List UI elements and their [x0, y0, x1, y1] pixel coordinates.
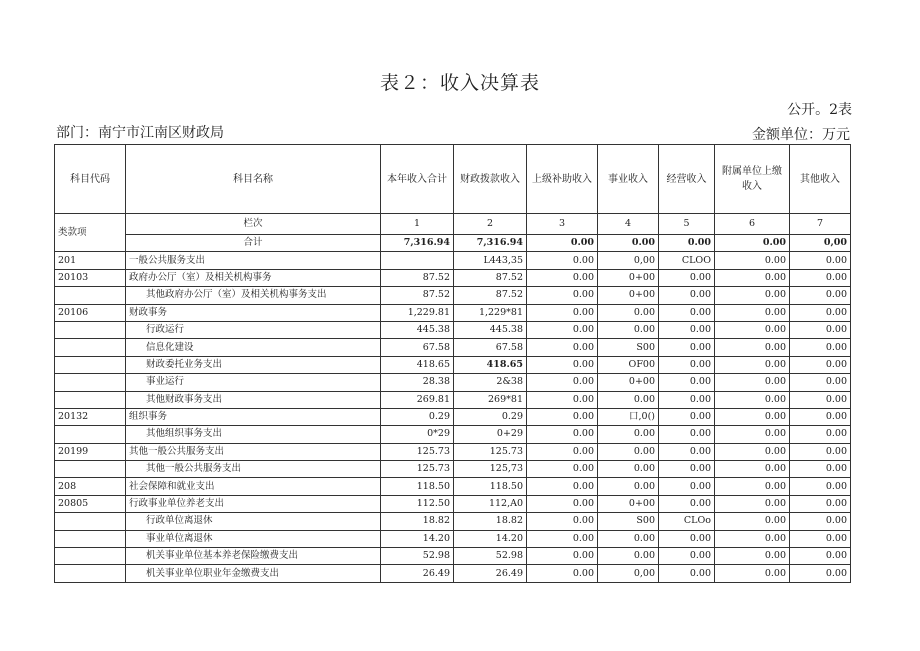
row-affiliated-value: 0.00	[715, 321, 790, 338]
table-row	[55, 530, 851, 547]
row-fiscal-value: 67.58	[454, 339, 527, 356]
table-row	[55, 426, 851, 443]
row-operating-value: 0.00	[659, 530, 715, 547]
row-fiscal-value: 14.20	[454, 530, 527, 547]
row-business-value: 0+00	[598, 269, 659, 286]
row-superior-value: 0.00	[527, 391, 598, 408]
row-operating-value: CLOO	[659, 252, 715, 269]
row-affiliated-value: 0.00	[715, 408, 790, 425]
header-operating: 经营收入	[659, 145, 715, 214]
total-label: 合计	[126, 235, 381, 252]
table-row	[55, 374, 851, 391]
row-business-value: 0.00	[598, 461, 659, 478]
row-business-value: 0.00	[598, 478, 659, 495]
column-number: 7	[790, 214, 851, 235]
row-name: 其他政府办公厅（室）及相关机构事务支出	[126, 287, 381, 304]
header-code: 科目代码	[55, 145, 126, 214]
row-name: 财政委托业务支出	[126, 356, 381, 373]
row-business-value: 0,00	[598, 252, 659, 269]
row-superior-value: 0.00	[527, 269, 598, 286]
table-row	[55, 391, 851, 408]
row-superior-value: 0.00	[527, 443, 598, 460]
table-row	[55, 287, 851, 304]
row-fiscal-value: 0.29	[454, 408, 527, 425]
class-label: 类款项	[55, 214, 126, 252]
row-superior-value: 0.00	[527, 513, 598, 530]
row-name: 组织事务	[126, 408, 381, 425]
row-superior-value: 0.00	[527, 548, 598, 565]
row-operating-value: 0.00	[659, 304, 715, 321]
header-total: 本年收入合计	[381, 145, 454, 214]
row-fiscal-value: 1,229*81	[454, 304, 527, 321]
row-affiliated-value: 0.00	[715, 530, 790, 547]
header-row	[55, 145, 851, 214]
header-name: 科目名称	[126, 145, 381, 214]
column-number: 6	[715, 214, 790, 235]
row-total-value: 26.49	[381, 565, 454, 582]
row-code: 20199	[55, 443, 126, 460]
row-business-value: S00	[598, 513, 659, 530]
row-other-value: 0.00	[790, 495, 851, 512]
row-affiliated-value: 0.00	[715, 461, 790, 478]
row-other-value: 0.00	[790, 391, 851, 408]
row-operating-value: 0.00	[659, 287, 715, 304]
row-name: 行政事业单位养老支出	[126, 495, 381, 512]
total-value: 0.00	[527, 235, 598, 252]
row-name: 其他一般公共服务支出	[126, 461, 381, 478]
row-name: 其他财政事务支出	[126, 391, 381, 408]
row-operating-value: 0.00	[659, 269, 715, 286]
row-operating-value: 0.00	[659, 426, 715, 443]
row-superior-value: 0.00	[527, 530, 598, 547]
row-affiliated-value: 0.00	[715, 287, 790, 304]
row-affiliated-value: 0.00	[715, 548, 790, 565]
row-affiliated-value: 0.00	[715, 339, 790, 356]
row-superior-value: 0.00	[527, 478, 598, 495]
row-operating-value: 0.00	[659, 356, 715, 373]
column-number: 2	[454, 214, 527, 235]
total-value: 7,316.94	[381, 235, 454, 252]
row-other-value: 0.00	[790, 443, 851, 460]
row-operating-value: 0.00	[659, 548, 715, 565]
row-total-value: 67.58	[381, 339, 454, 356]
row-operating-value: 0.00	[659, 443, 715, 460]
row-total-value: 87.52	[381, 269, 454, 286]
row-operating-value: 0.00	[659, 408, 715, 425]
row-code	[55, 374, 126, 391]
row-superior-value: 0.00	[527, 321, 598, 338]
row-name: 其他一般公共服务支出	[126, 443, 381, 460]
row-name: 事业单位离退休	[126, 530, 381, 547]
header-other: 其他收入	[790, 145, 851, 214]
row-affiliated-value: 0.00	[715, 565, 790, 582]
row-code	[55, 339, 126, 356]
row-business-value: S00	[598, 339, 659, 356]
table-row	[55, 408, 851, 425]
row-superior-value: 0.00	[527, 252, 598, 269]
row-name: 政府办公厅（室）及相关机构事务	[126, 269, 381, 286]
row-business-value: 口,0()	[598, 408, 659, 425]
header-affiliated: 附属单位上缴收入	[715, 145, 790, 214]
row-business-value: 0.00	[598, 321, 659, 338]
row-business-value: 0+00	[598, 287, 659, 304]
row-total-value: 87.52	[381, 287, 454, 304]
row-other-value: 0.00	[790, 356, 851, 373]
column-number: 4	[598, 214, 659, 235]
row-fiscal-value: 112,A0	[454, 495, 527, 512]
row-operating-value: CLOo	[659, 513, 715, 530]
table-row	[55, 269, 851, 286]
total-value: 0.00	[659, 235, 715, 252]
row-fiscal-value: L443,35	[454, 252, 527, 269]
row-business-value: 0,00	[598, 565, 659, 582]
total-row	[55, 235, 851, 252]
row-affiliated-value: 0.00	[715, 356, 790, 373]
row-name: 事业运行	[126, 374, 381, 391]
row-code	[55, 565, 126, 582]
row-superior-value: 0.00	[527, 356, 598, 373]
total-value: 7,316.94	[454, 235, 527, 252]
table-row	[55, 304, 851, 321]
row-other-value: 0.00	[790, 339, 851, 356]
row-superior-value: 0.00	[527, 287, 598, 304]
row-name: 社会保障和就业支出	[126, 478, 381, 495]
table-row	[55, 461, 851, 478]
total-value: 0.00	[715, 235, 790, 252]
row-fiscal-value: 87.52	[454, 269, 527, 286]
header-fiscal: 财政拨款收入	[454, 145, 527, 214]
row-fiscal-value: 87.52	[454, 287, 527, 304]
row-fiscal-value: 26.49	[454, 565, 527, 582]
row-operating-value: 0.00	[659, 565, 715, 582]
row-fiscal-value: 418.65	[454, 356, 527, 373]
row-other-value: 0.00	[790, 513, 851, 530]
row-other-value: 0.00	[790, 408, 851, 425]
row-other-value: 0.00	[790, 426, 851, 443]
row-other-value: 0.00	[790, 252, 851, 269]
row-superior-value: 0.00	[527, 408, 598, 425]
table-row	[55, 356, 851, 373]
row-total-value: 125.73	[381, 461, 454, 478]
department-label: 部门：南宁市江南区财政局	[56, 125, 224, 141]
row-fiscal-value: 269*81	[454, 391, 527, 408]
row-business-value: 0+00	[598, 374, 659, 391]
total-value: 0,00	[790, 235, 851, 252]
row-total-value: 0*29	[381, 426, 454, 443]
row-total-value: 18.82	[381, 513, 454, 530]
row-affiliated-value: 0.00	[715, 252, 790, 269]
row-operating-value: 0.00	[659, 478, 715, 495]
row-other-value: 0.00	[790, 478, 851, 495]
row-superior-value: 0.00	[527, 304, 598, 321]
row-code: 20103	[55, 269, 126, 286]
row-name: 信息化建设	[126, 339, 381, 356]
table-row	[55, 513, 851, 530]
row-total-value: 1,229.81	[381, 304, 454, 321]
table-row	[55, 339, 851, 356]
row-total-value: 28.38	[381, 374, 454, 391]
row-superior-value: 0.00	[527, 339, 598, 356]
row-total-value: 125.73	[381, 443, 454, 460]
table-row	[55, 478, 851, 495]
row-total-value: 118.50	[381, 478, 454, 495]
row-total-value: 52.98	[381, 548, 454, 565]
row-other-value: 0.00	[790, 287, 851, 304]
row-other-value: 0.00	[790, 321, 851, 338]
row-code: 20106	[55, 304, 126, 321]
table-row	[55, 321, 851, 338]
amount-unit-label: 金额单位：万元	[752, 127, 850, 143]
total-value: 0.00	[598, 235, 659, 252]
column-number: 5	[659, 214, 715, 235]
row-name: 行政运行	[126, 321, 381, 338]
row-operating-value: 0.00	[659, 321, 715, 338]
row-other-value: 0.00	[790, 304, 851, 321]
row-code	[55, 321, 126, 338]
row-business-value: 0.00	[598, 304, 659, 321]
row-code	[55, 461, 126, 478]
row-name: 财政事务	[126, 304, 381, 321]
row-total-value: 112.50	[381, 495, 454, 512]
row-operating-value: 0.00	[659, 374, 715, 391]
row-other-value: 0.00	[790, 374, 851, 391]
row-total-value: 0.29	[381, 408, 454, 425]
row-total-value: 445.38	[381, 321, 454, 338]
row-superior-value: 0.00	[527, 565, 598, 582]
row-code: 201	[55, 252, 126, 269]
row-fiscal-value: 0+29	[454, 426, 527, 443]
row-fiscal-value: 125,73	[454, 461, 527, 478]
income-table	[54, 144, 851, 583]
column-number: 1	[381, 214, 454, 235]
row-other-value: 0.00	[790, 269, 851, 286]
row-code: 20132	[55, 408, 126, 425]
header-superior: 上级补助收入	[527, 145, 598, 214]
row-superior-value: 0.00	[527, 495, 598, 512]
row-total-value	[381, 252, 454, 269]
row-code	[55, 530, 126, 547]
row-superior-value: 0.00	[527, 426, 598, 443]
row-name: 行政单位离退休	[126, 513, 381, 530]
row-business-value: OF00	[598, 356, 659, 373]
row-affiliated-value: 0.00	[715, 391, 790, 408]
row-code: 208	[55, 478, 126, 495]
column-number-row	[55, 214, 851, 235]
row-affiliated-value: 0.00	[715, 478, 790, 495]
column-number: 3	[527, 214, 598, 235]
header-business: 事业收入	[598, 145, 659, 214]
row-other-value: 0.00	[790, 548, 851, 565]
row-fiscal-value: 52.98	[454, 548, 527, 565]
table-row	[55, 443, 851, 460]
row-name: 机关事业单位职业年金缴费支出	[126, 565, 381, 582]
row-other-value: 0.00	[790, 565, 851, 582]
public-table-code: 公开。2表	[787, 102, 852, 118]
row-total-value: 269.81	[381, 391, 454, 408]
row-business-value: 0.00	[598, 443, 659, 460]
row-code	[55, 287, 126, 304]
row-business-value: 0+00	[598, 495, 659, 512]
row-fiscal-value: 445.38	[454, 321, 527, 338]
column-number-label: 栏次	[126, 214, 381, 235]
row-code	[55, 548, 126, 565]
row-business-value: 0.00	[598, 530, 659, 547]
table-row	[55, 252, 851, 269]
table-row	[55, 495, 851, 512]
row-code: 20805	[55, 495, 126, 512]
row-total-value: 14.20	[381, 530, 454, 547]
row-business-value: 0.00	[598, 391, 659, 408]
row-name: 机关事业单位基本养老保险缴费支出	[126, 548, 381, 565]
row-affiliated-value: 0.00	[715, 426, 790, 443]
row-code	[55, 356, 126, 373]
row-code	[55, 391, 126, 408]
row-fiscal-value: 2&38	[454, 374, 527, 391]
row-fiscal-value: 125.73	[454, 443, 527, 460]
row-other-value: 0.00	[790, 530, 851, 547]
table-title: 表２：收入决算表	[379, 72, 540, 94]
row-affiliated-value: 0.00	[715, 495, 790, 512]
row-affiliated-value: 0.00	[715, 269, 790, 286]
row-superior-value: 0.00	[527, 461, 598, 478]
row-name: 其他组织事务支出	[126, 426, 381, 443]
row-operating-value: 0.00	[659, 391, 715, 408]
row-operating-value: 0.00	[659, 339, 715, 356]
row-superior-value: 0.00	[527, 374, 598, 391]
row-business-value: 0.00	[598, 548, 659, 565]
row-affiliated-value: 0.00	[715, 374, 790, 391]
row-name: 一般公共服务支出	[126, 252, 381, 269]
row-other-value: 0.00	[790, 461, 851, 478]
row-fiscal-value: 18.82	[454, 513, 527, 530]
row-business-value: 0.00	[598, 426, 659, 443]
table-row	[55, 548, 851, 565]
row-code	[55, 426, 126, 443]
row-fiscal-value: 118.50	[454, 478, 527, 495]
row-affiliated-value: 0.00	[715, 513, 790, 530]
row-code	[55, 513, 126, 530]
row-total-value: 418.65	[381, 356, 454, 373]
row-affiliated-value: 0.00	[715, 304, 790, 321]
table-row	[55, 565, 851, 582]
row-operating-value: 0.00	[659, 495, 715, 512]
row-affiliated-value: 0.00	[715, 443, 790, 460]
row-operating-value: 0.00	[659, 461, 715, 478]
